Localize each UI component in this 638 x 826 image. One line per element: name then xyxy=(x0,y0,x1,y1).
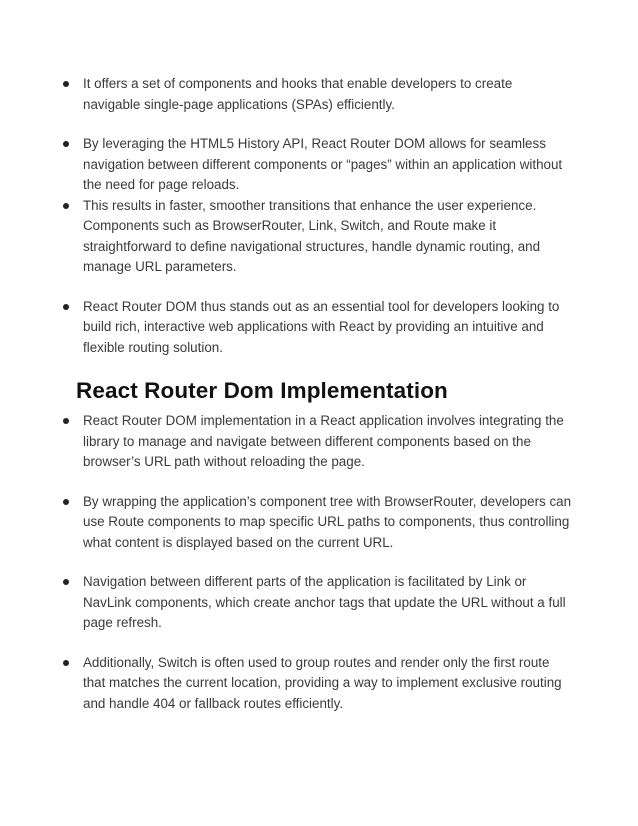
bullet-icon xyxy=(63,203,69,209)
bullet-text: Additionally, Switch is often used to group routes and render only the first route that matches the current location, providing a way to implement exclusive routing and handle 404 or fallback routes efficiently. xyxy=(83,654,562,711)
list-item xyxy=(0,653,638,715)
implementation-bullet-list xyxy=(0,411,638,714)
bullet-text: By leveraging the HTML5 History API, React Router DOM allows for seamless navigation between different components or “pages” within an application without the need for page reloads. xyxy=(83,136,563,192)
bullet-text: Navigation between different parts of the application is facilitated by Link or NavLink components, which create anchor tags that update the URL without a full page refresh. xyxy=(83,574,566,630)
list-item xyxy=(0,572,638,634)
list-item xyxy=(0,492,638,554)
bullet-icon xyxy=(63,579,69,585)
section-heading: React Router Dom Implementation xyxy=(76,378,448,403)
bullet-icon xyxy=(63,81,69,87)
list-item xyxy=(0,411,638,473)
bullet-icon xyxy=(63,141,69,147)
bullet-icon xyxy=(63,499,69,505)
bullet-text: React Router DOM thus stands out as an essential tool for developers looking to build rich, interactive web applications with React by providing an intuitive and flexible routing solution. xyxy=(83,298,560,355)
bullet-icon xyxy=(63,304,69,310)
bullet-icon xyxy=(63,660,69,666)
bullet-text: It offers a set of components and hooks that enable developers to create navigable single-page applications (SPAs) efficiently. xyxy=(83,76,513,112)
bullet-text: React Router DOM implementation in a React application involves integrating the library to manage and navigate between different components based on the browser’s URL path without reloading the page. xyxy=(83,413,564,469)
bullet-text: By wrapping the application’s component tree with BrowserRouter, developers can use Route components to map specific URL paths to components, thus controlling what content is displayed based on the current URL. xyxy=(83,493,572,550)
intro-bullet-list xyxy=(0,74,638,358)
list-item xyxy=(0,74,638,115)
list-item xyxy=(0,297,638,359)
list-item xyxy=(0,196,638,278)
bullet-icon xyxy=(63,418,69,424)
bullet-text: This results in faster, smoother transitions that enhance the user experience. Components such as BrowserRouter, Link, Switch, and Route make it straightforward to define navigational structures, handle dynamic routing, and manage URL parameters. xyxy=(83,197,541,274)
list-item xyxy=(0,134,638,196)
